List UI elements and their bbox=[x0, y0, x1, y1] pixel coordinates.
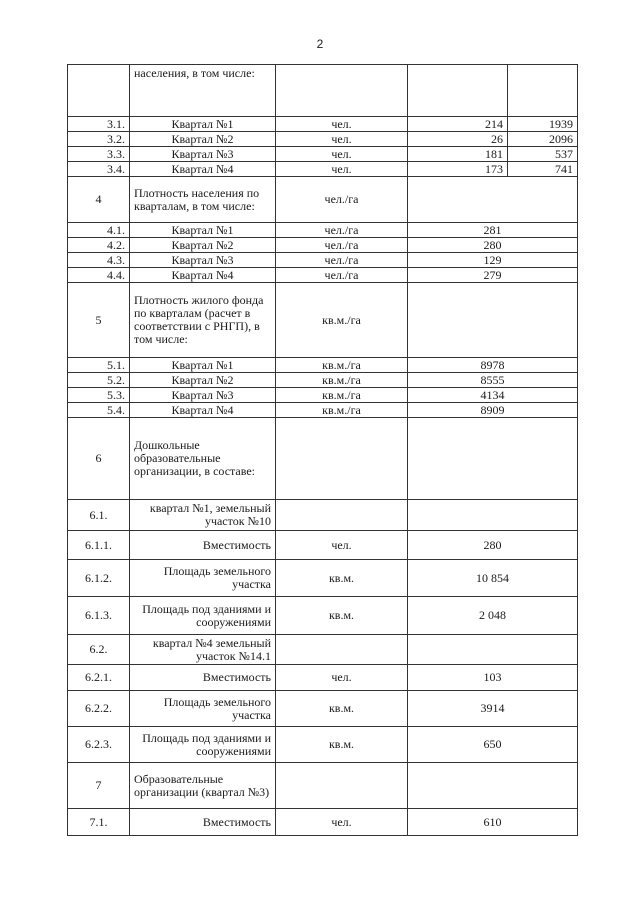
table-row bbox=[68, 268, 578, 283]
row-unit: чел./га bbox=[276, 238, 408, 253]
row-number: 3.2. bbox=[68, 132, 130, 147]
row-number: 6.1.1. bbox=[68, 531, 130, 560]
table-row bbox=[68, 253, 578, 268]
table-row bbox=[68, 388, 578, 403]
row-unit: кв.м./га bbox=[276, 358, 408, 373]
table-row bbox=[68, 560, 578, 597]
row-value: 281 bbox=[408, 223, 578, 238]
row-number: 6.2.3. bbox=[68, 727, 130, 763]
row-number: 4.4. bbox=[68, 268, 130, 283]
row-value: 2 048 bbox=[408, 597, 578, 635]
row-number: 6.2. bbox=[68, 635, 130, 665]
row-unit: чел. bbox=[276, 162, 408, 177]
row-value bbox=[408, 177, 578, 223]
table-row bbox=[68, 635, 578, 665]
row-name: Квартал №3 bbox=[130, 388, 276, 403]
table-row bbox=[68, 665, 578, 691]
row-unit bbox=[276, 635, 408, 665]
table-row bbox=[68, 597, 578, 635]
row-name: Плотность населения по кварталам, в том числе: bbox=[130, 177, 276, 223]
row-value: 8978 bbox=[408, 358, 578, 373]
row-value-1: 214 bbox=[408, 117, 508, 132]
row-name: Вместимость bbox=[130, 531, 276, 560]
row-number: 3.1. bbox=[68, 117, 130, 132]
row-unit: кв.м./га bbox=[276, 388, 408, 403]
row-name: населения, в том числе: bbox=[130, 65, 276, 117]
table-row bbox=[68, 223, 578, 238]
row-unit: кв.м./га bbox=[276, 373, 408, 388]
row-number: 5.4. bbox=[68, 403, 130, 418]
row-name: Квартал №1 bbox=[130, 117, 276, 132]
table-row bbox=[68, 763, 578, 809]
row-unit: чел. bbox=[276, 132, 408, 147]
row-name: Квартал №3 bbox=[130, 253, 276, 268]
row-value-2 bbox=[508, 65, 578, 117]
table-row bbox=[68, 283, 578, 358]
row-value: 3914 bbox=[408, 691, 578, 727]
row-number: 3.3. bbox=[68, 147, 130, 162]
row-unit: чел./га bbox=[276, 223, 408, 238]
table-row bbox=[68, 65, 578, 117]
table-row bbox=[68, 500, 578, 531]
row-name: Образовательные организации (квартал №3) bbox=[130, 763, 276, 809]
page-number: 2 bbox=[316, 37, 324, 51]
row-unit: чел./га bbox=[276, 268, 408, 283]
row-unit: кв.м. bbox=[276, 727, 408, 763]
row-number: 6 bbox=[68, 418, 130, 500]
row-number bbox=[68, 65, 130, 117]
row-number: 3.4. bbox=[68, 162, 130, 177]
row-value-1: 26 bbox=[408, 132, 508, 147]
row-name: Квартал №2 bbox=[130, 238, 276, 253]
row-value: 8555 bbox=[408, 373, 578, 388]
row-value: 4134 bbox=[408, 388, 578, 403]
row-number: 4.2. bbox=[68, 238, 130, 253]
row-name: Площадь под зданиями и сооружениями bbox=[130, 727, 276, 763]
row-unit: чел./га bbox=[276, 253, 408, 268]
row-value bbox=[408, 763, 578, 809]
row-name: Квартал №2 bbox=[130, 132, 276, 147]
row-name: Дошкольные образовательные организации, в составе: bbox=[130, 418, 276, 500]
row-number: 7 bbox=[68, 763, 130, 809]
row-name: Квартал №1 bbox=[130, 223, 276, 238]
row-name: Площадь земельного участка bbox=[130, 691, 276, 727]
row-unit: чел. bbox=[276, 117, 408, 132]
row-number: 6.1.3. bbox=[68, 597, 130, 635]
row-number: 6.1. bbox=[68, 500, 130, 531]
row-unit bbox=[276, 763, 408, 809]
row-number: 6.1.2. bbox=[68, 560, 130, 597]
row-number: 4 bbox=[68, 177, 130, 223]
row-name: Квартал №1 bbox=[130, 358, 276, 373]
table-row bbox=[68, 132, 578, 147]
row-name: Квартал №4 bbox=[130, 403, 276, 418]
row-number: 4.3. bbox=[68, 253, 130, 268]
table-row bbox=[68, 403, 578, 418]
row-value: 103 bbox=[408, 665, 578, 691]
row-number: 7.1. bbox=[68, 809, 130, 836]
row-number: 4.1. bbox=[68, 223, 130, 238]
row-name: Площадь земельного участка bbox=[130, 560, 276, 597]
table-row bbox=[68, 809, 578, 836]
row-value-2: 741 bbox=[508, 162, 578, 177]
row-value-2: 1939 bbox=[508, 117, 578, 132]
row-value: 8909 bbox=[408, 403, 578, 418]
row-value bbox=[408, 283, 578, 358]
row-name: Квартал №3 bbox=[130, 147, 276, 162]
row-number: 5.2. bbox=[68, 373, 130, 388]
row-unit bbox=[276, 65, 408, 117]
row-value: 280 bbox=[408, 531, 578, 560]
row-unit: кв.м. bbox=[276, 597, 408, 635]
row-value bbox=[408, 635, 578, 665]
row-unit: чел. bbox=[276, 147, 408, 162]
row-name: Вместимость bbox=[130, 665, 276, 691]
row-number: 6.2.1. bbox=[68, 665, 130, 691]
row-unit: чел. bbox=[276, 809, 408, 836]
row-value: 279 bbox=[408, 268, 578, 283]
table-row bbox=[68, 418, 578, 500]
row-unit: кв.м./га bbox=[276, 283, 408, 358]
row-unit bbox=[276, 500, 408, 531]
row-value bbox=[408, 418, 578, 500]
table-row bbox=[68, 147, 578, 162]
row-unit: чел. bbox=[276, 665, 408, 691]
row-number: 6.2.2. bbox=[68, 691, 130, 727]
row-value-2: 537 bbox=[508, 147, 578, 162]
row-name: Квартал №4 bbox=[130, 162, 276, 177]
table-row bbox=[68, 531, 578, 560]
row-value: 280 bbox=[408, 238, 578, 253]
row-name: Квартал №4 bbox=[130, 268, 276, 283]
row-value-1: 181 bbox=[408, 147, 508, 162]
row-name: Квартал №2 bbox=[130, 373, 276, 388]
table-row bbox=[68, 117, 578, 132]
row-name: Вместимость bbox=[130, 809, 276, 836]
row-number: 5.3. bbox=[68, 388, 130, 403]
table-row bbox=[68, 373, 578, 388]
row-value: 129 bbox=[408, 253, 578, 268]
row-value: 10 854 bbox=[408, 560, 578, 597]
table-row bbox=[68, 727, 578, 763]
row-value bbox=[408, 500, 578, 531]
row-unit: кв.м. bbox=[276, 560, 408, 597]
row-name: квартал №4 земельный участок №14.1 bbox=[130, 635, 276, 665]
row-unit: чел. bbox=[276, 531, 408, 560]
table-row bbox=[68, 162, 578, 177]
table-row bbox=[68, 691, 578, 727]
row-unit: кв.м. bbox=[276, 691, 408, 727]
row-name: квартал №1, земельный участок №10 bbox=[130, 500, 276, 531]
table-row bbox=[68, 238, 578, 253]
row-unit: чел./га bbox=[276, 177, 408, 223]
row-name: Площадь под зданиями и сооружениями bbox=[130, 597, 276, 635]
row-unit bbox=[276, 418, 408, 500]
row-value-1: 173 bbox=[408, 162, 508, 177]
table-row bbox=[68, 358, 578, 373]
indicators-table bbox=[67, 64, 578, 836]
row-value: 650 bbox=[408, 727, 578, 763]
row-name: Плотность жилого фонда по кварталам (расчет в соответствии с РНГП), в том числе: bbox=[130, 283, 276, 358]
row-value-1 bbox=[408, 65, 508, 117]
row-value-2: 2096 bbox=[508, 132, 578, 147]
row-number: 5.1. bbox=[68, 358, 130, 373]
row-number: 5 bbox=[68, 283, 130, 358]
row-value: 610 bbox=[408, 809, 578, 836]
row-unit: кв.м./га bbox=[276, 403, 408, 418]
table-row bbox=[68, 177, 578, 223]
